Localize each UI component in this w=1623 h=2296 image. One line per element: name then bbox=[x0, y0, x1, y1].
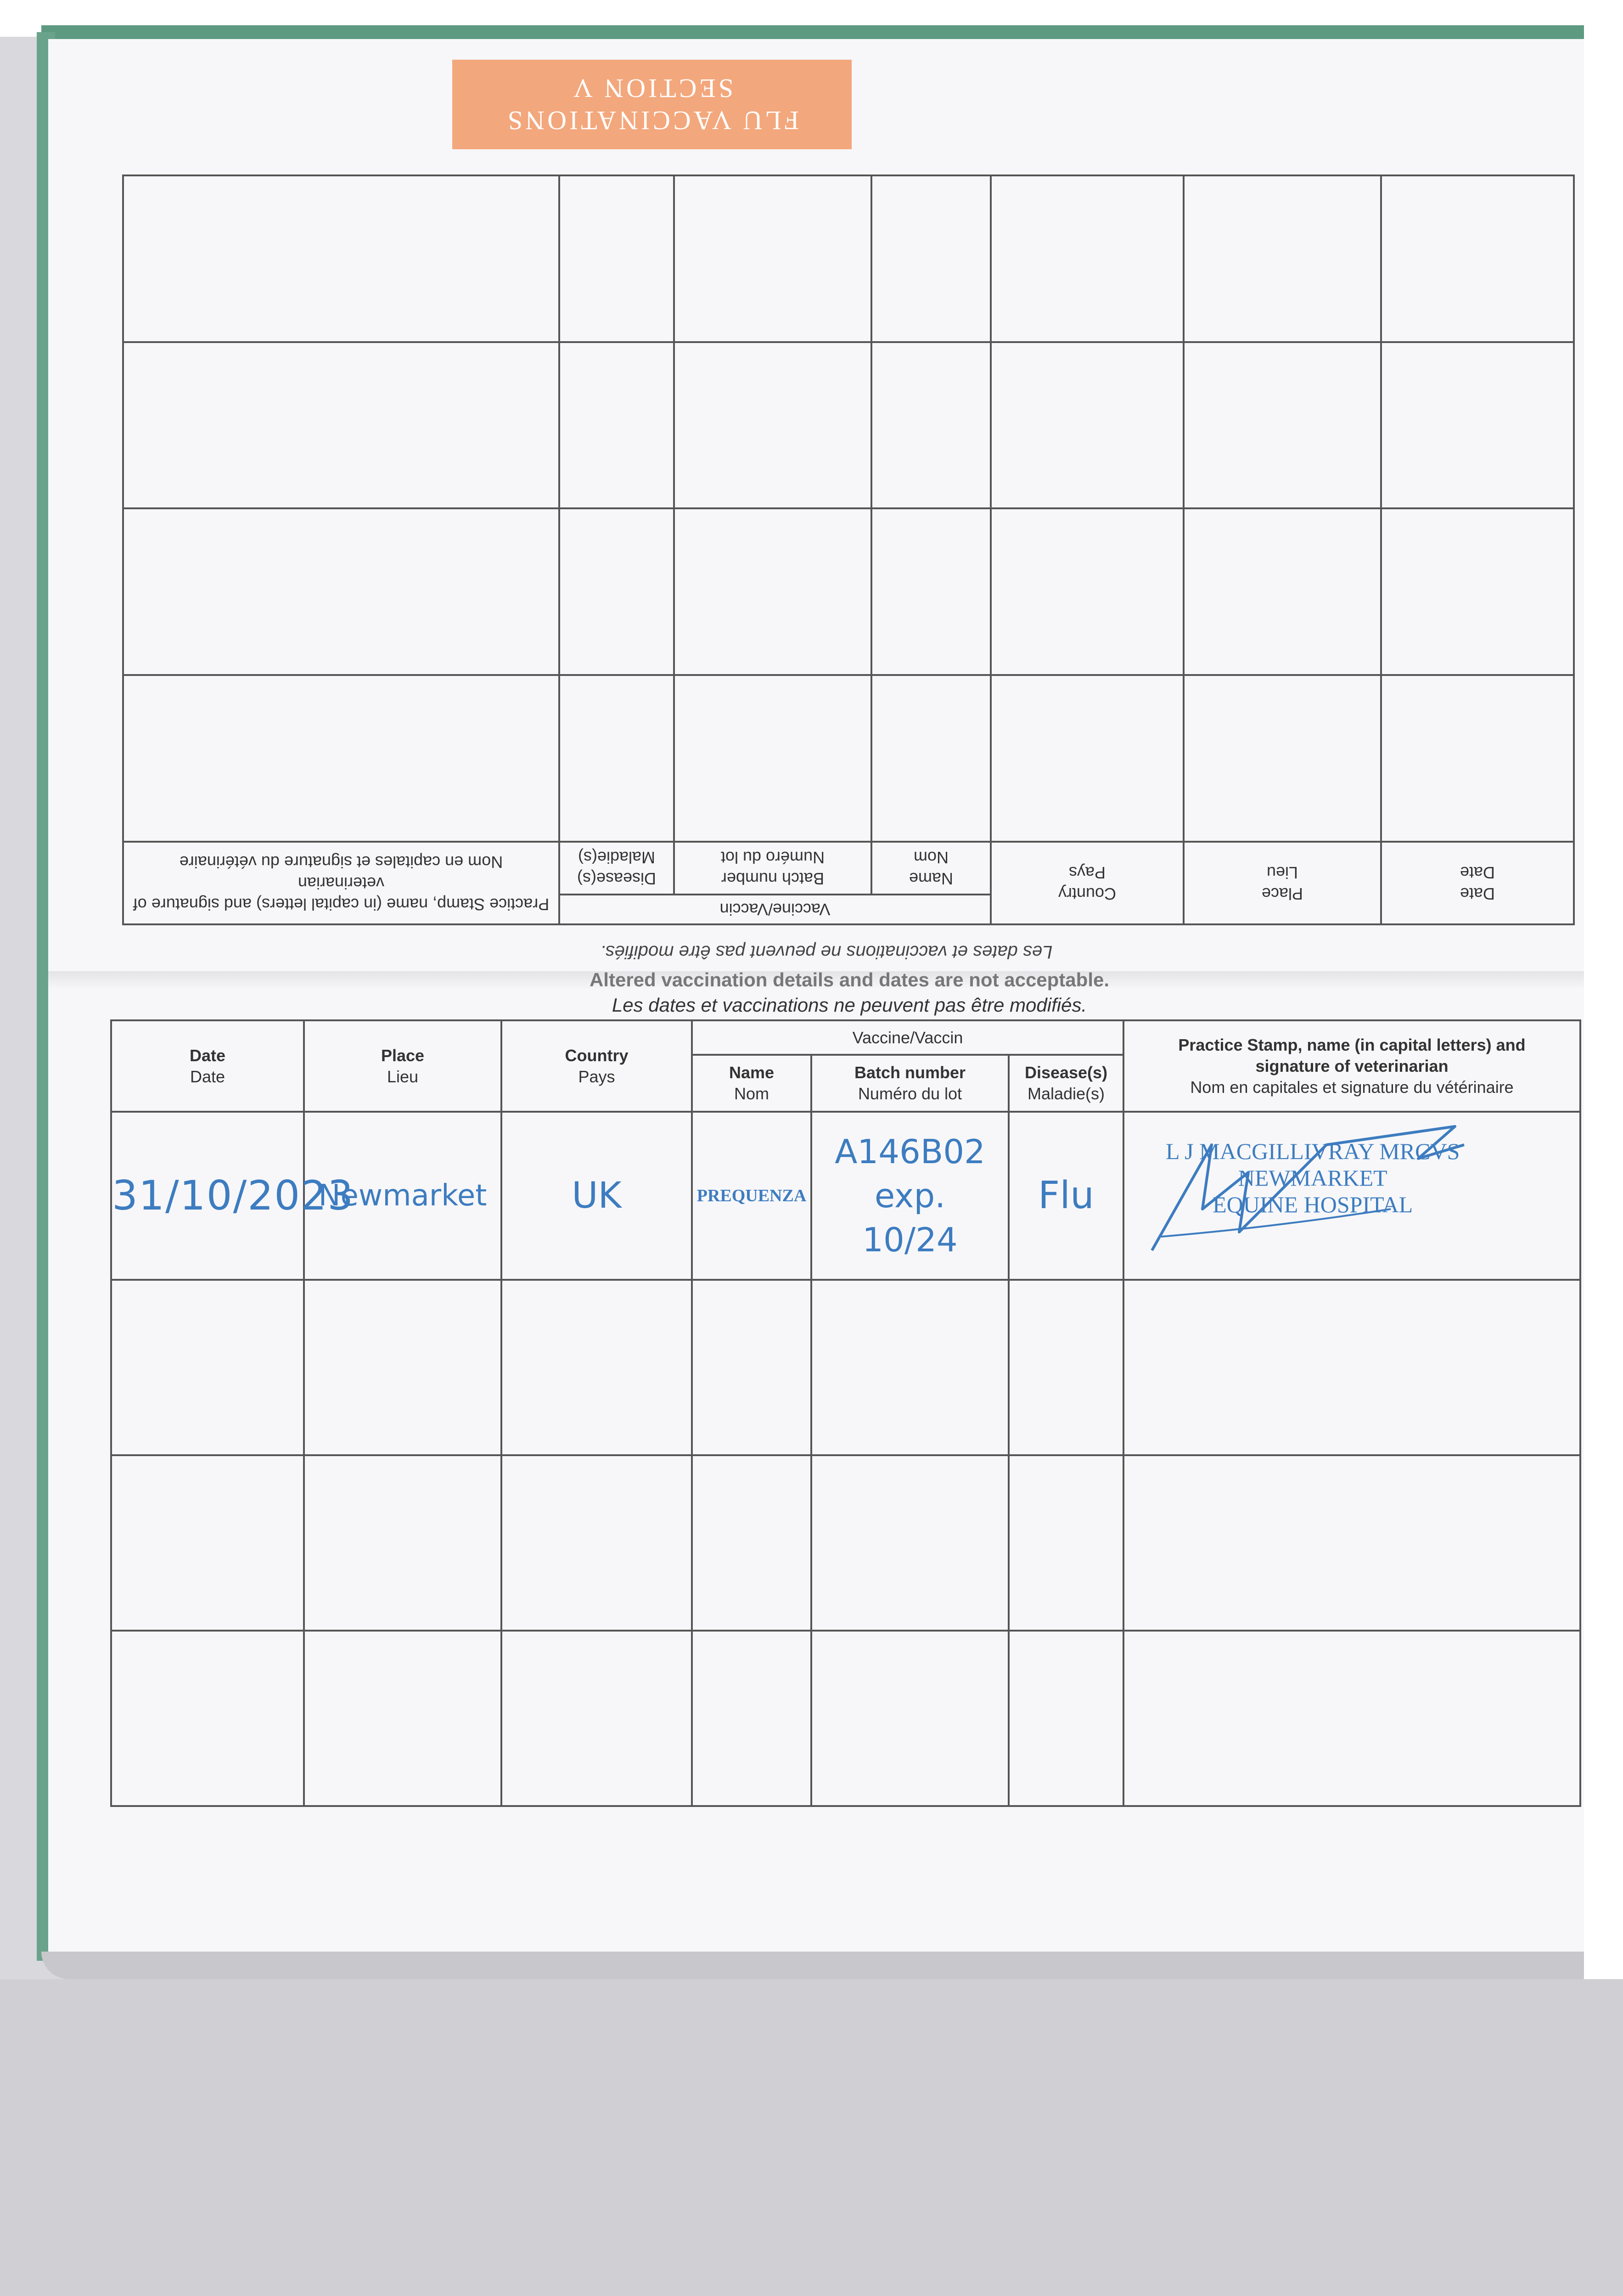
header-date: Date Date bbox=[111, 1020, 304, 1112]
section-banner bbox=[452, 60, 852, 149]
altered-notice: Altered vaccination details and dates are not acceptable. bbox=[589, 969, 1110, 990]
upper-header-place: Place Lieu bbox=[1184, 842, 1381, 924]
header-place: Place Lieu bbox=[304, 1020, 501, 1112]
upper-notice-fr: Les dates et vaccinations ne peuvent pas être modifiés. bbox=[600, 942, 1053, 962]
table-row bbox=[111, 1631, 1580, 1806]
passport-cover-bottom bbox=[41, 1952, 1584, 1979]
stamp-vet-name: L J MACGILLIVRAY MRCVS bbox=[1166, 1138, 1460, 1165]
lower-notice-fr: Les dates et vaccinations ne peuvent pas être modifiés. bbox=[612, 994, 1087, 1016]
upper-header-disease: Disease(s) Maladie(s) bbox=[559, 842, 674, 895]
header-stamp: Practice Stamp, name (in capital letters) and signature of veterinarian Nom en capitales et signature du vétérinaire bbox=[1123, 1020, 1580, 1112]
entry-country: UK bbox=[501, 1112, 692, 1280]
table-row bbox=[123, 175, 1574, 342]
upper-header-vaccine: Vaccine/Vaccin bbox=[559, 895, 991, 924]
header-batch: Batch number Numéro du lot bbox=[811, 1055, 1009, 1112]
lower-vaccination-table bbox=[110, 1019, 1579, 1807]
header-name: Name Nom bbox=[692, 1055, 811, 1112]
entry-vaccine-name: PREQUENZA bbox=[692, 1112, 811, 1280]
stamp-town: NEWMARKET bbox=[1238, 1165, 1387, 1191]
header-vaccine: Vaccine/Vaccin bbox=[692, 1020, 1123, 1055]
table-row bbox=[123, 342, 1574, 509]
entry-stamp bbox=[1123, 1112, 1580, 1280]
practice-stamp bbox=[1166, 1138, 1460, 1218]
banner-title: FLU VACCINATIONS bbox=[505, 106, 799, 136]
upper-vaccination-table bbox=[124, 174, 1575, 925]
table-row bbox=[123, 509, 1574, 675]
header-disease: Disease(s) Maladie(s) bbox=[1009, 1055, 1123, 1112]
upper-header-batch: Batch number Numéro du lot bbox=[674, 842, 871, 895]
table-row bbox=[111, 1455, 1580, 1631]
stamp-practice: EQUINE HOSPITAL bbox=[1213, 1192, 1413, 1218]
upper-header-stamp: Practice Stamp, name (in capital letters) and signature of veterinarian Nom en capitales et signature du vétérinaire bbox=[123, 842, 559, 924]
table-row bbox=[123, 675, 1574, 842]
table-row bbox=[111, 1112, 1580, 1280]
upper-header-country: Country Pays bbox=[991, 842, 1184, 924]
banner-section: SECTION V bbox=[570, 73, 734, 104]
upper-header-date: Date Date bbox=[1381, 842, 1574, 924]
scan-background bbox=[0, 1979, 1623, 2296]
table-row bbox=[111, 1280, 1580, 1455]
header-country: Country Pays bbox=[501, 1020, 692, 1112]
entry-disease: Flu bbox=[1009, 1112, 1123, 1280]
entry-date: 31/10/2023 bbox=[111, 1112, 304, 1280]
upper-header-name: Name Nom bbox=[871, 842, 991, 895]
entry-batch: A146B02 exp. 10/24 bbox=[811, 1112, 1009, 1280]
entry-place: Newmarket bbox=[304, 1112, 501, 1280]
scan-right-margin bbox=[1584, 28, 1623, 1979]
